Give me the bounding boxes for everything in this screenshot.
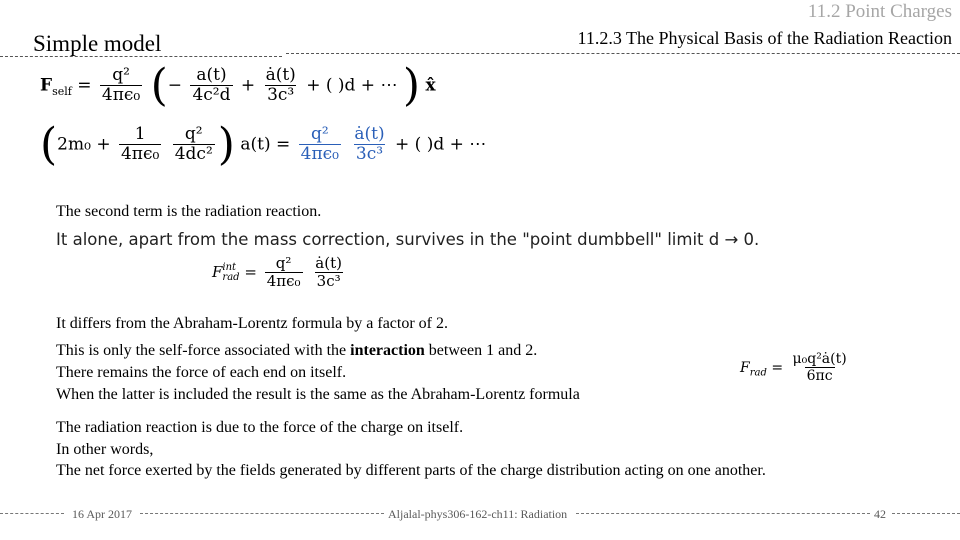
header-divider-right xyxy=(286,53,960,54)
eq2-r2: $\frac{ȧ(t)}{\text{3c³}}$ xyxy=(354,123,385,164)
eq3-f2: $\frac{ȧ(t)}{\text{3c³}}$ xyxy=(315,254,342,290)
eq2-r1: $\frac{\text{q²}}{\text{4πϵ₀}}$ xyxy=(300,123,339,164)
eq1-term1: $\frac{a(t)}{\text{4c²d}}$ xyxy=(192,64,231,105)
eq1-lhs-symbol: F xyxy=(40,75,53,96)
footer-divider xyxy=(140,513,384,514)
footer-divider xyxy=(892,513,960,514)
text-net-force: The net force exerted by the fields generated by different parts of the charge distribution acting on one another. xyxy=(56,462,766,479)
footer-date: 16 Apr 2017 xyxy=(72,507,132,521)
footer-source: Aljalal-phys306-162-ch11: Radiation xyxy=(388,507,568,521)
slide-title: Simple model xyxy=(33,31,162,56)
eq1-term2: $\frac{ȧ(t)}{\text{3c³}}$ xyxy=(265,64,296,105)
eq1-coefficient: $\frac{\text{q²}}{\text{4πϵ₀}}$ xyxy=(101,64,141,105)
eq4-fraction: $\frac{\text{μ₀q²ȧ(t)}}{6\pi c}$ xyxy=(792,351,847,384)
eq2-mult: a(t) = xyxy=(240,134,291,155)
eq2-c1: $\frac{1}{\text{4πϵ₀}}$ xyxy=(120,123,160,164)
footer-page-number: 42 xyxy=(874,507,886,521)
eq3-sup: int xyxy=(222,262,237,273)
eq1-unit-vector: x̂ xyxy=(425,75,436,96)
equation-f-rad-int: F int rad = $\frac{\text{q²}}{\text{4πϵ₀}}$ $\frac{ȧ(t)}{\text{3c³}}$ xyxy=(212,254,342,290)
section-header: 11.2 Point Charges xyxy=(807,1,952,22)
text-in-other-words: In other words, xyxy=(56,441,154,458)
eq3-f1: $\frac{\text{q²}}{\text{4πϵ₀}}$ xyxy=(266,254,301,290)
eq1-lhs-subscript: self xyxy=(52,84,72,98)
eq2-c2: $\frac{\text{q²}}{\text{4dc²}}$ xyxy=(174,123,213,164)
equation-mass-correction: (2m₀ + $\frac{1}{\text{4πϵ₀}}$ $\frac{\text{q²}}{\text{4dc²}}$ ) a(t) = $\frac{\text{q²}}{\text{4πϵ₀}}$ $\frac{ȧ(t)}{\text{3c³}}$ + ( )d + ⋯ xyxy=(40,119,487,170)
footer-divider xyxy=(576,513,870,514)
equation-abraham-lorentz: $F_{rad}$ = $\frac{\text{μ₀q²ȧ(t)}}{6\pi c}$ xyxy=(740,351,847,384)
text-radiation-reaction: The second term is the radiation reaction. xyxy=(56,203,322,220)
text-remains: There remains the force of each end on itself. xyxy=(56,364,347,381)
eq2-lhs: 2m₀ + xyxy=(57,134,111,155)
text-latter-included: When the latter is included the result is the same as the Abraham-Lorentz formula xyxy=(56,386,580,403)
eq1-tail: + ( )d + ⋯ xyxy=(306,75,398,96)
text-interaction: This is only the self-force associated with the interaction between 1 and 2. xyxy=(56,342,538,359)
text-factor-of-two: It differs from the Abraham-Lorentz formula by a factor of 2. xyxy=(56,315,448,332)
text-force-on-itself: The radiation reaction is due to the force of the charge on itself. xyxy=(56,419,464,436)
eq3-sub: rad xyxy=(222,272,240,283)
text-point-dumbbell: It alone, apart from the mass correction, survives in the "point dumbbell" limit d → 0. xyxy=(56,230,760,249)
equation-self-force: $F_{self}$ = $\frac{\text{q²}}{\text{4πϵ₀}}$ (− $\frac{a(t)}{\text{4c²d}}$ + $\frac{ȧ(t)}{\text{3c³}}$ + ( )d + ⋯ ) x̂ xyxy=(40,60,436,111)
header-divider-left xyxy=(0,56,282,57)
subsection-header: 11.2.3 The Physical Basis of the Radiation Reaction xyxy=(577,28,952,48)
eq2-tail: + ( )d + ⋯ xyxy=(395,134,487,155)
footer-divider xyxy=(0,513,64,514)
